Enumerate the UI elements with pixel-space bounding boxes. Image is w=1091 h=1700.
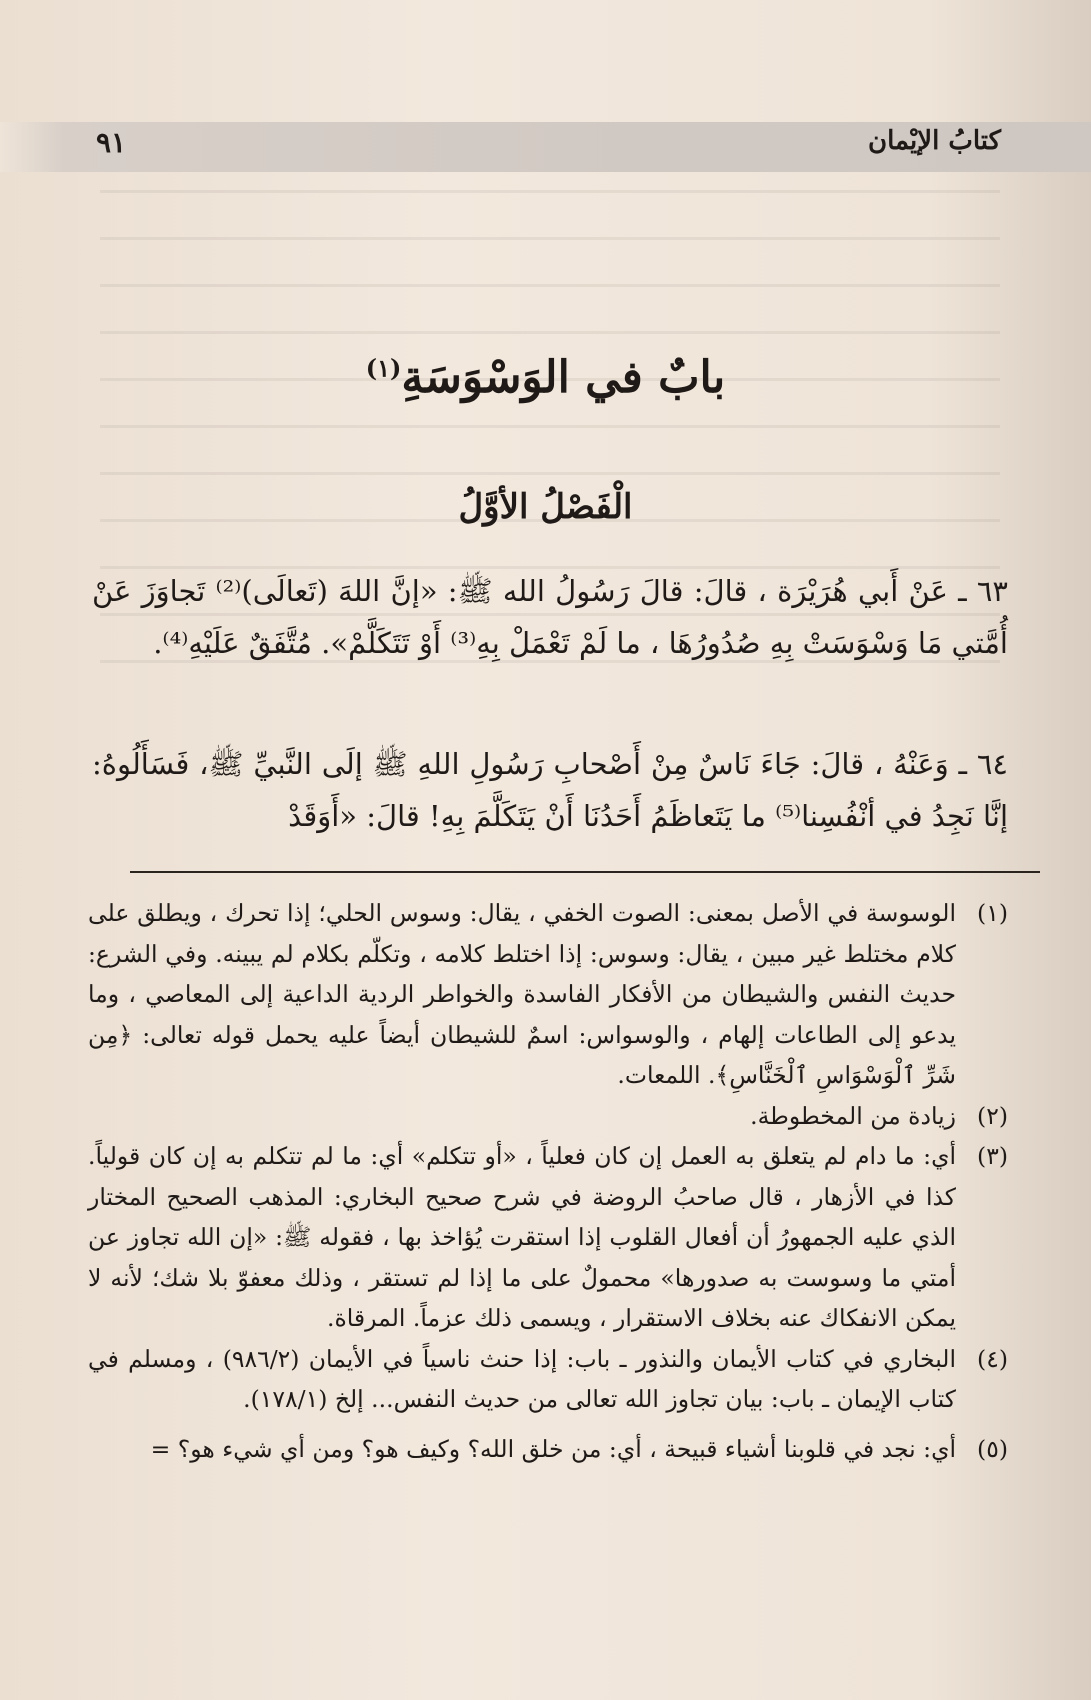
footnote-number: (٣) [977,1142,1008,1170]
chapter-footnote-ref: (١) [365,353,402,383]
footnote-text: الوسوسة في الأصل بمعنى: الصوت الخفي ، يقال: وسوس الحلي؛ إذا تحرك ، ويطلق على كلام مختلط غير مبين ، يقال: وسوس: إذا اختلط كلامه ، وتكلّم بكلام لم يبينه. وفي الشرع: حديث النفس والشيطان من الأفكار الفاسدة والخواطر الردية الداعية إلى المعاصي ، وما يدعو إلى الطاعات إلهام ، والوسواس: اسمٌ للشيطان أيضاً عليه يحمل قوله تعالى: ﴿مِن شَرِّ ٱلْوَسْوَاسِ ٱلْخَنَّاسِ﴾. اللمعات. [88,899,956,1089]
footnote-text: البخاري في كتاب الأيمان والنذور ـ باب: إذا حنث ناسياً في الأيمان (٩٨٦/٢) ، ومسلم في كتاب الإيمان ـ باب: بيان تجاوز الله تعالى من حديث النفس... إلخ (١٧٨/١). [88,1344,956,1413]
footnote-number: (١) [977,899,1008,927]
footnote-4 [88,1339,1008,1420]
chapter-title-text: بابٌ في الوَسْوَسَةِ [401,352,726,403]
footnote-2 [88,1096,1008,1137]
running-header-title: كتابُ الإيْمان [867,126,1001,156]
footnote-1 [88,893,1008,1096]
footnotes [88,893,1008,1469]
footnote-3 [88,1136,1008,1339]
footnote-number: (٥) [977,1434,1008,1463]
footnote-text: زيادة من المخطوطة. [750,1101,956,1130]
section-title: الْفَصْلُ الأوَّلُ [458,487,633,527]
hadith-63: ٦٣ ـ عَنْ أَبي هُرَيْرَة ، قالَ: قالَ رَسُولُ الله ﷺ: «إنَّ اللهَ (تَعالَى)⁽²⁾ تَجاوَزَ عَنْ أُمَّتي مَا وَسْوَسَتْ بِهِ صُدُورُهَا ، ما لَمْ تَعْمَلْ بِهِ⁽³⁾ أَوْ تَتَكَلَّمْ». مُتَّفَقٌ عَلَيْهِ⁽⁴⁾. [92,574,1009,660]
footnote-text: أي: ما دام لم يتعلق به العمل إن كان فعلياً ، «أو تتكلم» أي: ما لم تتكلم به إن كان قولياً. كذا في الأزهار ، قال صاحبُ الروضة في شرح صحيح البخاري: المذهب الصحيح المختار الذي عليه الجمهورُ أن أفعال القلوب إذا استقرت يُؤاخذ بها ، فقوله ﷺ: «إن الله تجاوز عن أمتي ما وسوست به صدورها» محمولٌ على ما إذا لم تستقر ، وذلك معفوّ بلا شك؛ لأنه لا يمكن الانفكاك عنه بخلاف الاستقرار ، ويسمى ذلك عزماً. المرقاة. [88,1142,956,1332]
footnote-divider [130,871,1040,873]
footnote-5 [88,1429,1008,1470]
page-number: ٩١ [96,126,127,159]
footnote-number: (٤) [977,1344,1008,1373]
footnote-number: (٢) [977,1101,1008,1130]
hadith-64: ٦٤ ـ وَعَنْهُ ، قالَ: جَاءَ نَاسٌ مِنْ أَصْحابِ رَسُولِ اللهِ ﷺ إلَى النَّبيِّ ﷺ، فَسَأَلُوهُ: إنَّا نَجِدُ في أنْفُسِنا⁽⁵⁾ ما يَتَعاظَمُ أَحَدُنَا أَنْ يَتَكَلَّمَ بِهِ! قالَ: «أَوَقَدْ [92,747,1008,833]
footnote-text: أي: نجد في قلوبنا أشياء قبيحة ، أي: من خلق الله؟ وكيف هو؟ ومن أي شيء هو؟ = [150,1434,956,1463]
chapter-title [0,352,1091,403]
